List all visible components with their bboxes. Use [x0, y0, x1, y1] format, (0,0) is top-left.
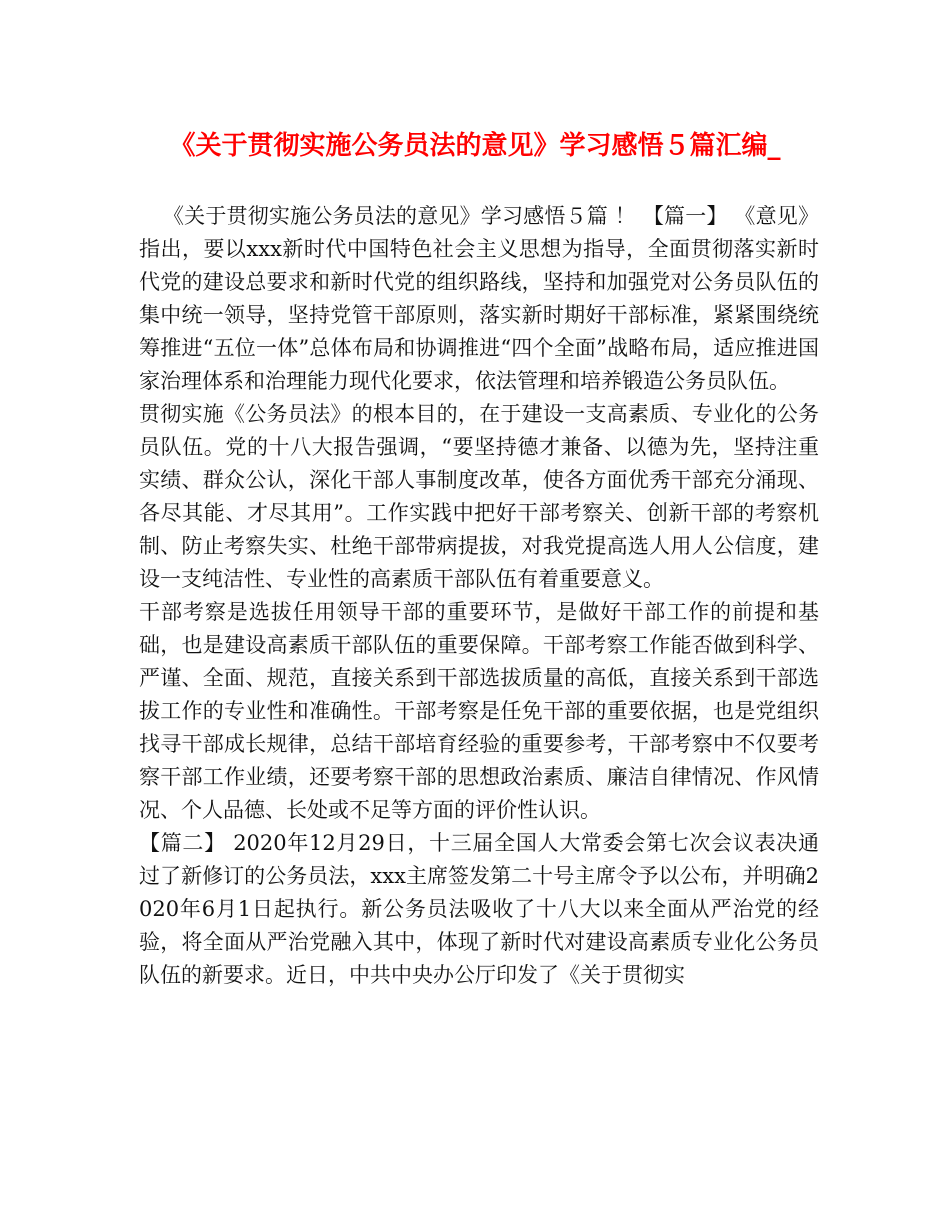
paragraph-3: 干部考察是选拔任用领导干部的重要环节，是做好干部工作的前提和基础，也是建设高素质干部队伍的重要保障。干部考察工作能否做到科学、严谨、全面、规范，直接关系到干部选拔质量的高低，直接关系到干部选拔工作的专业性和准确性。干部考察是任免干部的重要依据，也是党组织找寻干部成长规律，总结干部培育经验的重要参考，干部考察中不仅要考察干部工作业绩，还要考察干部的思想政治素质、廉洁自律情况、作风情况、个人品德、长处或不足等方面的评价性认识。: [139, 600, 819, 822]
paragraph-4: 【篇二】 2020年12月29日，十三届全国人大常委会第七次会议表决通过了新修订的公务员法，xxx主席签发第二十号主席令予以公布，并明确2020年6月1日起执行。新公务员法吸收了十八大以来全面从严治党的经验，将全面从严治党融入其中，体现了新时代对建设高素质专业化公务员队伍的新要求。近日，中共中央办公厅印发了《关于贯彻实: [139, 831, 819, 987]
paragraph-2: 贯彻实施《公务员法》的根本目的，在于建设一支高素质、专业化的公务员队伍。党的十八大报告强调，“要坚持德才兼备、以德为先，坚持注重实绩、群众公认，深化干部人事制度改革，使各方面优秀干部充分涌现、各尽其能、才尽其用”。工作实践中把好干部考察关、创新干部的考察机制、防止考察失实、杜绝干部带病提拔，对我党提高选人用人公信度，建设一支纯洁性、专业性的高素质干部队伍有着重要意义。: [139, 402, 819, 591]
document-body: [139, 200, 819, 992]
paragraph-1: 《关于贯彻实施公务员法的意见》学习感悟５篇 ！ 【篇一】 《意见》指出，要以xxx新时代中国特色社会主义思想为指导，全面贯彻落实新时代党的建设总要求和新时代党的组织路线，坚持和加强党对公务员队伍的集中统一领导，坚持党管干部原则，落实新时期好干部标准，紧紧围绕统筹推进“五位一体”总体布局和协调推进“四个全面”战略布局，适应推进国家治理体系和治理能力现代化要求，依法管理和培养锻造公务员队伍。: [139, 204, 819, 393]
document-title: 《关于贯彻实施公务员法的意见》学习感悟５篇汇编_: [169, 131, 781, 161]
